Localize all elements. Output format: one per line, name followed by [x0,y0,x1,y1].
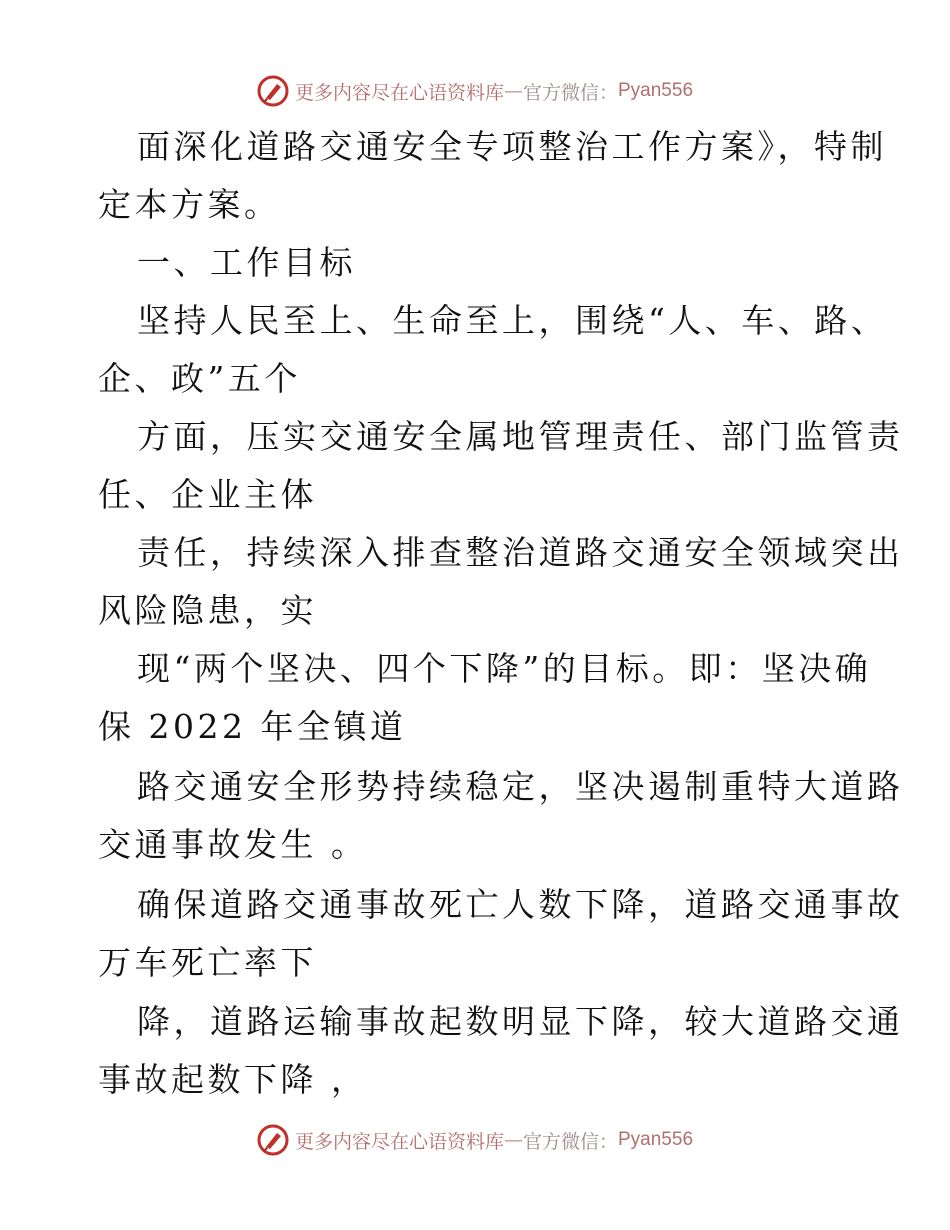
text-line: 路交通安全形势持续稳定，坚决遏制重特大道路 [137,767,904,806]
watermark-official-label: 官方微信： [522,1130,618,1153]
watermark-dash: — [503,80,523,102]
text-line: 定本方案。 [98,185,281,224]
watermark-dash: — [503,1129,523,1151]
text-line: 确保道路交通事故死亡人数下降，道路交通事故 [137,885,904,924]
pen-logo-icon [257,1124,289,1156]
watermark-promo-text: 更多内容尽在心语资料库 [294,1130,504,1153]
text-line: 保 2022 年全镇道 [98,707,407,746]
text-line: 责任，持续深入排查整治道路交通安全领域突出 [137,533,904,572]
text-line: 现“两个坚决、四个下降”的目标。即：坚决确 [137,649,872,688]
watermark-wechat-id: Pyan556 [618,80,694,101]
text-line: 交通事故发生 。 [98,825,368,864]
text-line: 坚持人民至上、生命至上，围绕“人、车、路、 [137,301,888,340]
pen-logo-icon [257,75,289,107]
text-line: 万车死亡率下 [98,943,317,982]
section-heading: 一、工作目标 [137,243,356,282]
text-line: 企、政”五个 [98,359,301,398]
header-watermark [0,71,950,111]
watermark-official-label: 官方微信： [522,81,618,104]
text-line: 方面，压实交通安全属地管理责任、部门监管责 [137,417,904,456]
text-line: 风险隐患，实 [98,591,317,630]
text-line: 面深化道路交通安全专项整治工作方案》，特制 [137,127,887,166]
text-line: 降，道路运输事故起数明显下降，较大道路交通 [137,1002,904,1041]
text-line: 任、企业主体 [98,475,317,514]
watermark-wechat-id: Pyan556 [618,1129,694,1150]
text-line: 事故起数下降 ， [98,1060,368,1099]
watermark-promo-text: 更多内容尽在心语资料库 [294,81,504,104]
footer-watermark [0,1120,950,1160]
